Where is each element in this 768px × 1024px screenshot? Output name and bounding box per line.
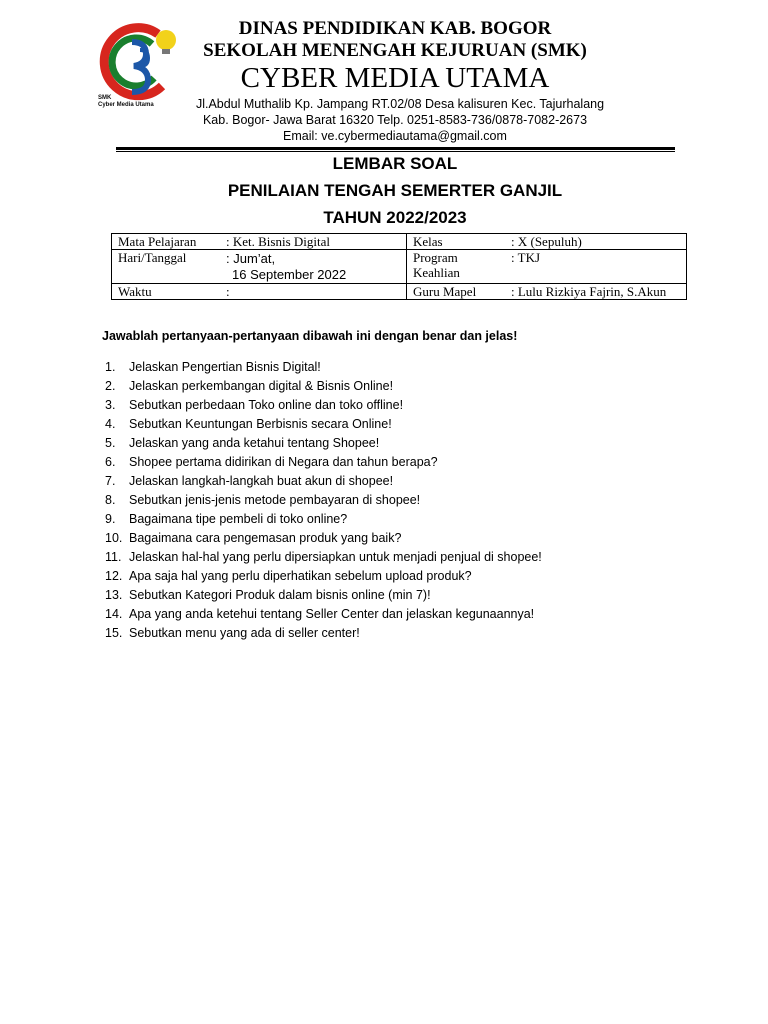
question-number: 5. xyxy=(105,436,116,450)
info-row-mapel xyxy=(112,234,687,250)
question-number: 6. xyxy=(105,455,116,469)
doc-year: TAHUN 2022/2023 xyxy=(323,208,467,227)
exam-info-table xyxy=(111,233,687,300)
hari-value-date: 16 September 2022 xyxy=(232,267,347,282)
question-item xyxy=(102,624,542,643)
question-number: 1. xyxy=(105,360,116,374)
header-email: Email: ve.cybermediautama@gmail.com xyxy=(283,129,507,143)
header-school-name: CYBER MEDIA UTAMA xyxy=(240,62,550,94)
program-label-line1: Program xyxy=(413,250,458,265)
question-item xyxy=(102,491,542,510)
question-text: Jelaskan hal-hal yang perlu dipersiapkan untuk menjadi penjual di shopee! xyxy=(129,550,542,564)
question-number: 13. xyxy=(105,588,123,602)
program-label xyxy=(407,250,506,284)
question-text: Sebutkan menu yang ada di seller center! xyxy=(129,626,360,640)
question-text: Jelaskan Pengertian Bisnis Digital! xyxy=(129,360,321,374)
program-value: : TKJ xyxy=(505,250,687,284)
question-text: Bagaimana tipe pembeli di toko online? xyxy=(129,512,348,526)
program-label-line2: Keahlian xyxy=(413,265,460,280)
header-rule-thin xyxy=(116,151,675,152)
question-item xyxy=(102,377,542,396)
question-number: 12. xyxy=(105,569,123,583)
kelas-value: : X (Sepuluh) xyxy=(505,234,687,250)
question-text: Sebutkan perbedaan Toko online dan toko offline! xyxy=(129,398,404,412)
question-item xyxy=(102,605,542,624)
header-school-type: SEKOLAH MENENGAH KEJURUAN (SMK) xyxy=(203,40,587,61)
question-text: Bagaimana cara pengemasan produk yang baik? xyxy=(129,531,402,545)
question-number: 4. xyxy=(105,417,116,431)
question-number: 7. xyxy=(105,474,116,488)
question-text: Sebutkan Kategori Produk dalam bisnis online (min 7)! xyxy=(129,588,431,602)
guru-value: : Lulu Rizkiya Fajrin, S.Akun xyxy=(505,284,687,300)
question-number: 3. xyxy=(105,398,116,412)
question-item xyxy=(102,548,542,567)
header-address-line2: Kab. Bogor- Jawa Barat 16320 Telp. 0251-8583-736/0878-7082-2673 xyxy=(202,113,588,127)
question-text: Jelaskan langkah-langkah buat akun di shopee! xyxy=(129,474,394,488)
question-item xyxy=(102,415,542,434)
question-item xyxy=(102,453,542,472)
question-text: Jelaskan yang anda ketahui tentang Shopee! xyxy=(129,436,380,450)
guru-label: Guru Mapel xyxy=(407,284,506,300)
question-text: Apa yang anda ketehui tentang Seller Center dan jelaskan kegunaannya! xyxy=(129,607,535,621)
waktu-label: Waktu xyxy=(112,284,221,300)
question-number: 15. xyxy=(105,626,123,640)
header-agency: DINAS PENDIDIKAN KAB. BOGOR xyxy=(238,18,552,39)
question-number: 9. xyxy=(105,512,116,526)
header-address-line1: Jl.Abdul Muthalib Kp. Jampang RT.02/08 Desa kalisuren Kec. Tajurhalang xyxy=(195,97,605,111)
question-text: Sebutkan Keuntungan Berbisnis secara Online! xyxy=(129,417,392,431)
mapel-label: Mata Pelajaran xyxy=(112,234,221,250)
question-item xyxy=(102,434,542,453)
question-number: 10. xyxy=(105,531,123,545)
mapel-value: : Ket. Bisnis Digital xyxy=(220,234,407,250)
question-text: Apa saja hal yang perlu diperhatikan sebelum upload produk? xyxy=(129,569,472,583)
question-item xyxy=(102,472,542,491)
doc-title: LEMBAR SOAL xyxy=(332,154,458,173)
question-item xyxy=(102,567,542,586)
question-number: 11. xyxy=(105,550,122,564)
doc-subtitle: PENILAIAN TENGAH SEMERTER GANJIL xyxy=(227,181,563,200)
question-number: 2. xyxy=(105,379,116,393)
question-item xyxy=(102,586,542,605)
kelas-label: Kelas xyxy=(407,234,506,250)
question-item xyxy=(102,358,542,377)
instruction-text: Jawablah pertanyaan-pertanyaan dibawah ini dengan benar dan jelas! xyxy=(102,329,518,343)
header-rule-thick xyxy=(116,147,675,150)
question-text: Jelaskan perkembangan digital & Bisnis Online! xyxy=(129,379,394,393)
hari-value-day: : Jum’at, xyxy=(226,251,276,266)
logo-caption-line2: Cyber Media Utama xyxy=(98,102,154,108)
waktu-value: : xyxy=(220,284,407,300)
info-row-hari xyxy=(112,250,687,284)
question-text: Shopee pertama didirikan di Negara dan tahun berapa? xyxy=(129,455,438,469)
question-number: 14. xyxy=(105,607,123,621)
question-item xyxy=(102,529,542,548)
hari-value xyxy=(220,250,407,284)
question-text: Sebutkan jenis-jenis metode pembayaran di shopee! xyxy=(129,493,421,507)
question-number: 8. xyxy=(105,493,116,507)
hari-label: Hari/Tanggal xyxy=(112,250,221,284)
question-list xyxy=(102,358,542,643)
logo-caption-line1: SMK xyxy=(98,95,112,101)
info-row-waktu xyxy=(112,284,687,300)
question-item xyxy=(102,396,542,415)
question-item xyxy=(102,510,542,529)
